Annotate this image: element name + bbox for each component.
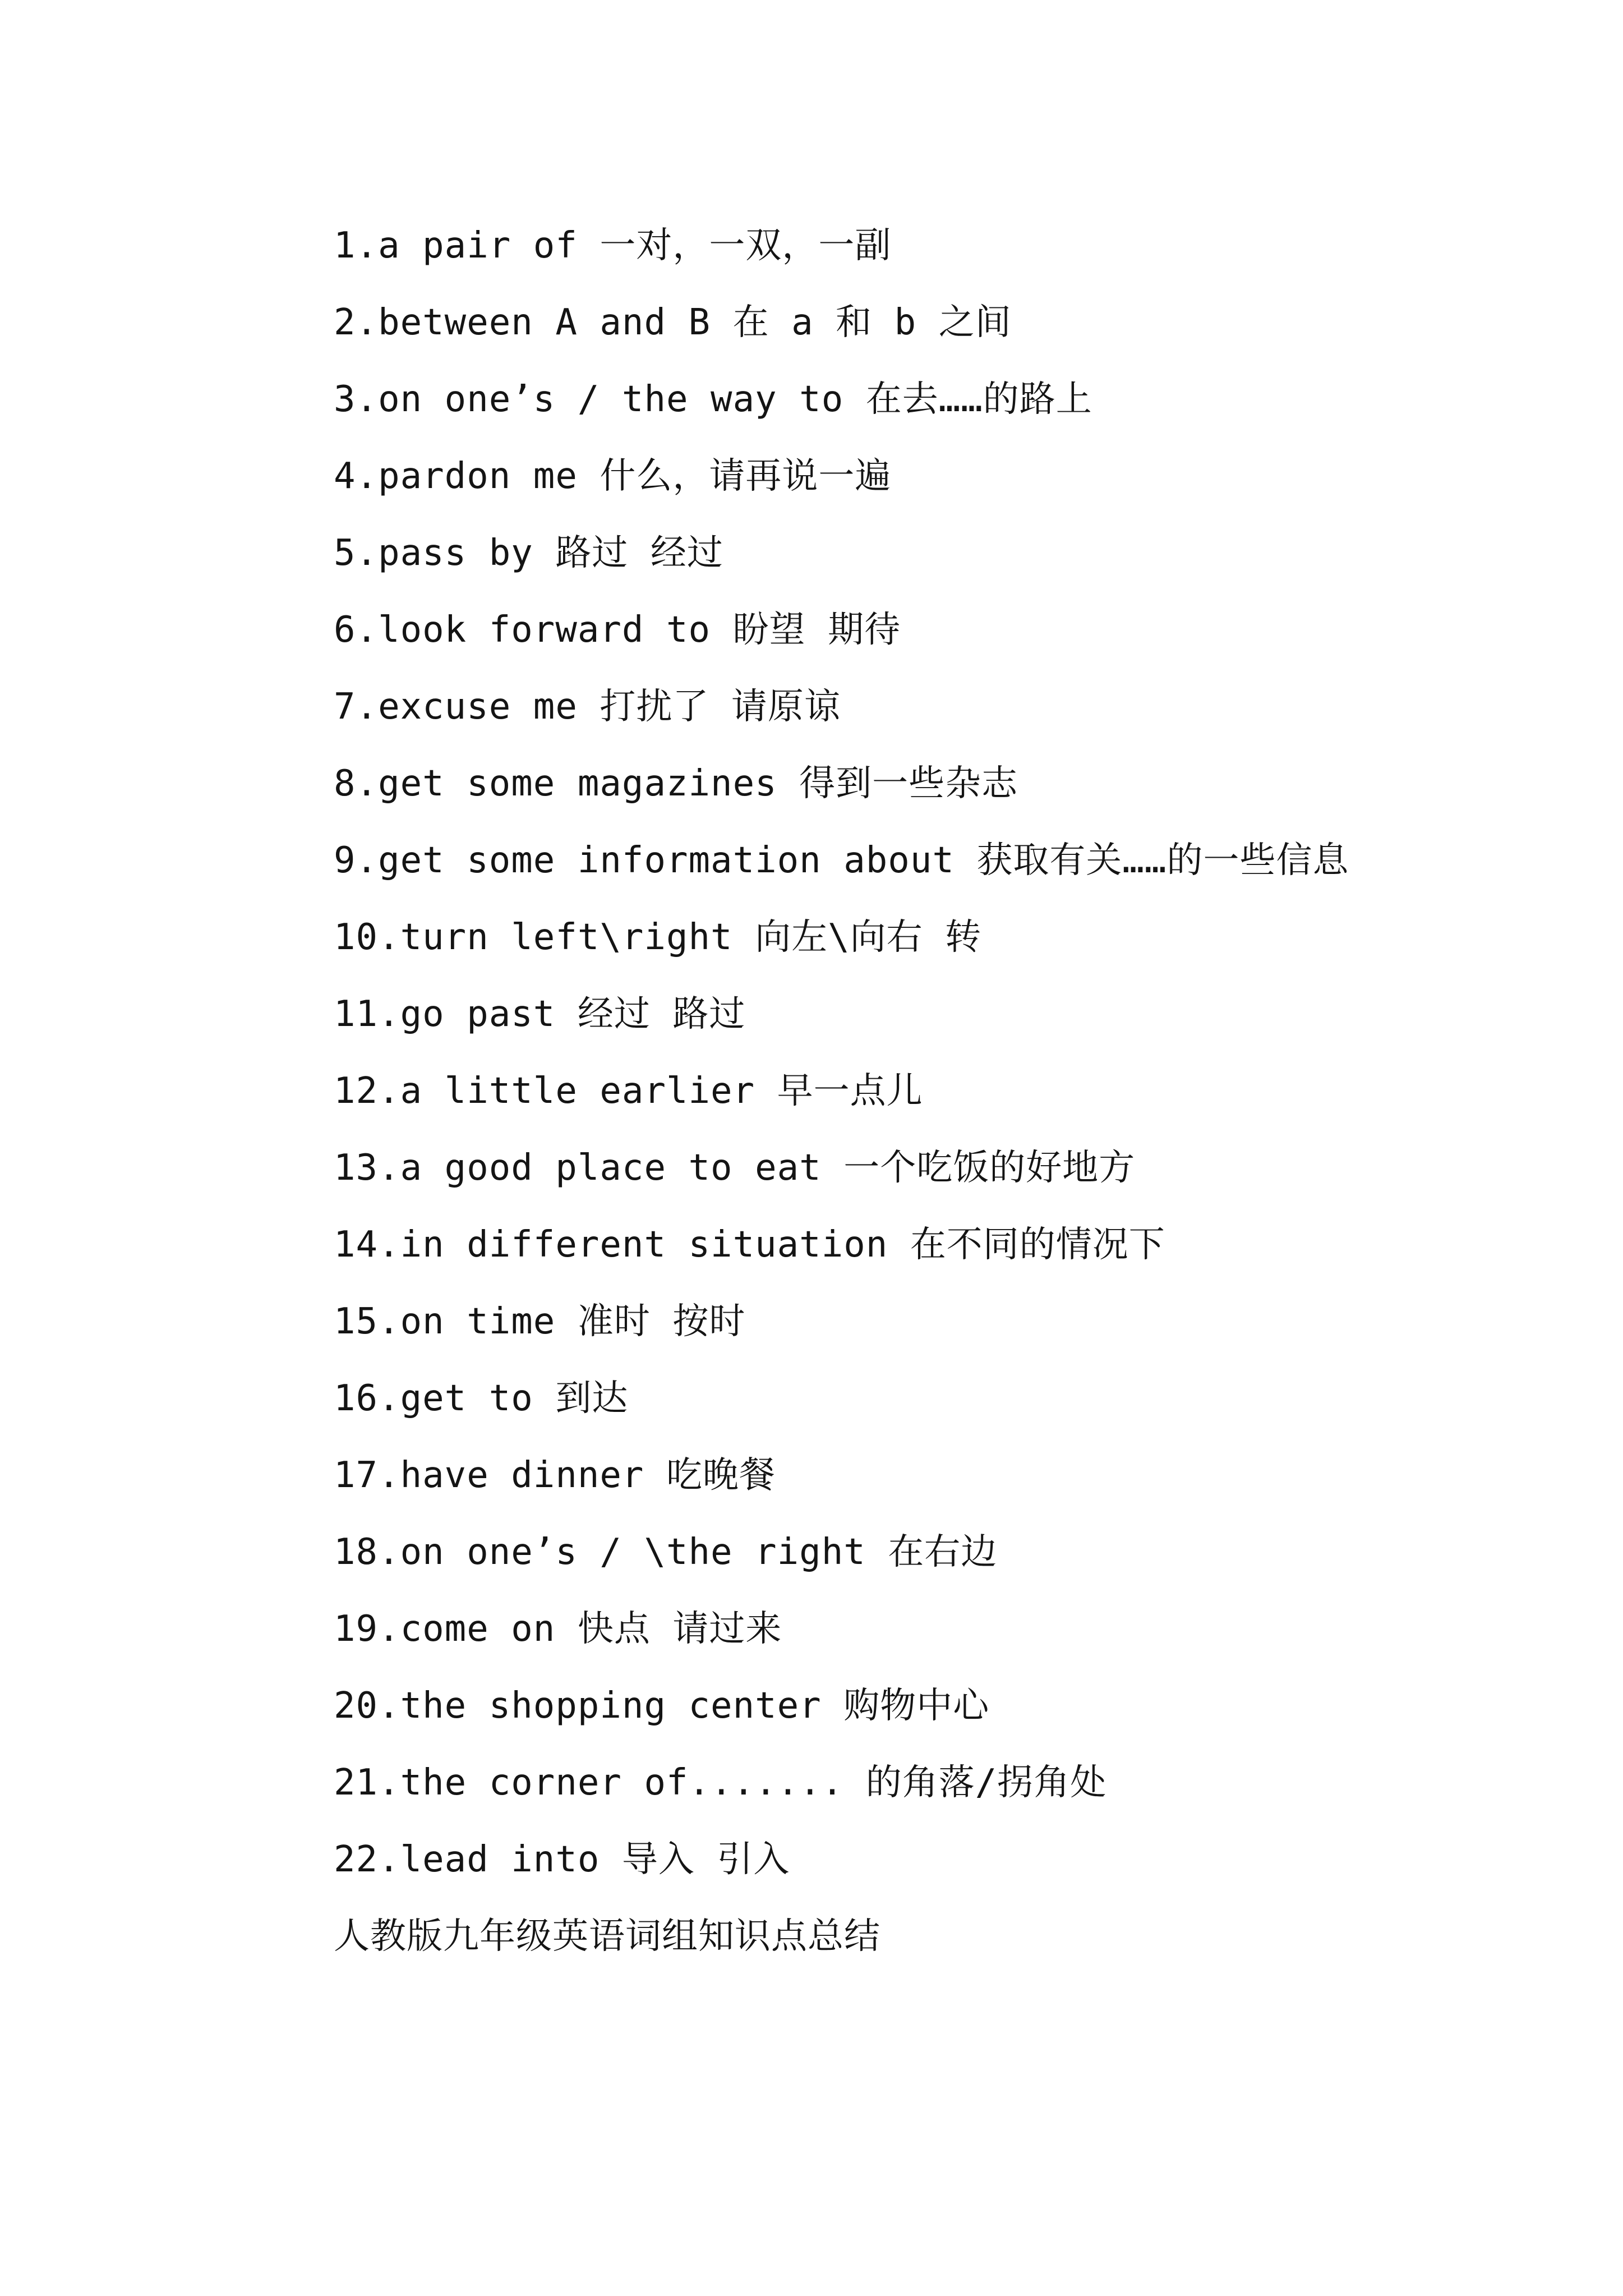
phrase-line-13: 13.a good place to eat 一个吃饭的好地方 — [334, 1147, 1136, 1189]
phrase-list — [250, 208, 1427, 1975]
phrase-line-17: 17.have dinner 吃晚餐 — [334, 1455, 776, 1496]
phrase-line-3: 3.on one’s / the way to 在去……的路上 — [334, 379, 1092, 420]
phrase-line-18: 18.on one’s / \the right 在右边 — [334, 1531, 998, 1573]
phrase-line-8: 8.get some magazines 得到一些杂志 — [334, 763, 1018, 804]
phrase-line-5: 5.pass by 路过 经过 — [334, 532, 723, 574]
phrase-line-15: 15.on time 准时 按时 — [334, 1301, 746, 1342]
document-title-line: 人教版九年级英语词组知识点总结 — [334, 1916, 880, 1957]
phrase-line-21: 21.the corner of....... 的角落/拐角处 — [334, 1762, 1107, 1803]
phrase-line-10: 10.turn left\right 向左\向右 转 — [334, 917, 982, 958]
phrase-line-4: 4.pardon me 什么，请再说一遍 — [334, 455, 892, 497]
phrase-line-6: 6.look forward to 盼望 期待 — [334, 609, 901, 651]
phrase-line-19: 19.come on 快点 请过来 — [334, 1608, 782, 1650]
phrase-line-22: 22.lead into 导入 引入 — [334, 1839, 790, 1880]
phrase-line-1: 1.a pair of 一对，一双，一副 — [334, 225, 892, 266]
phrase-line-2: 2.between A and B 在 a 和 b 之间 — [334, 302, 1012, 343]
phrase-line-20: 20.the shopping center 购物中心 — [334, 1685, 990, 1727]
phrase-line-9: 9.get some information about 获取有关……的一些信息 — [334, 840, 1349, 881]
phrase-line-14: 14.in different situation 在不同的情况下 — [334, 1224, 1165, 1266]
phrase-line-11: 11.go past 经过 路过 — [334, 993, 746, 1035]
phrase-line-7: 7.excuse me 打扰了 请原谅 — [334, 686, 841, 728]
phrase-line-12: 12.a little earlier 早一点儿 — [334, 1070, 923, 1112]
phrase-line-16: 16.get to 到达 — [334, 1378, 629, 1419]
